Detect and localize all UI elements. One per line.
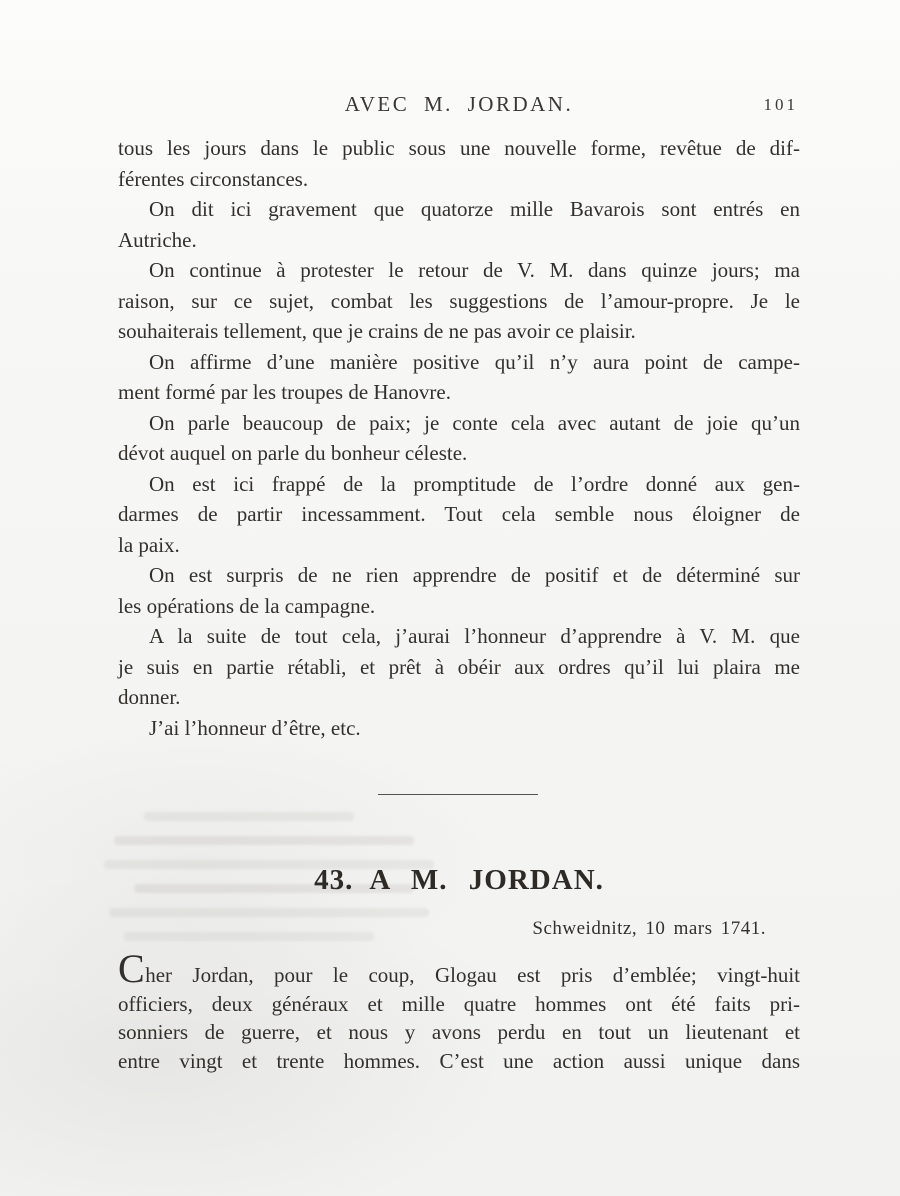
text-line: entre vingt et trente hommes. C’est une action aussi unique dans [118,1048,800,1073]
text-line: Cher Jordan, pour le coup, Glogau est pris d’emblée; vingt-huit [118,946,800,991]
text-line: On continue à protester le retour de V. M. dans quinze jours; ma [149,258,800,282]
running-header [118,92,800,120]
text-line: souhaiterais tellement, que je crains de ne pas avoir ce plaisir. [118,319,636,343]
text-line: officiers, deux généraux et mille quatre hommes ont été faits pri- [118,991,800,1016]
text-line: donner. [118,685,181,709]
text-line: Autriche. [118,227,197,252]
letter-number: 43. [314,864,354,896]
letter-title: A M. JORDAN. [369,864,604,896]
running-header-title: AVEC M. JORDAN. [344,92,574,116]
text-line: On dit ici gravement que quatorze mille Bavarois sont entrés en [149,197,800,221]
text-line: les opérations de la campagne. [118,593,376,618]
text-line: dévot auquel on parle du bonheur céleste. [118,441,468,465]
dateline: Schweidnitz, 10 mars 1741. [532,918,766,939]
text-line: On est surpris de ne rien apprendre de positif et de déterminé sur [149,563,800,587]
page-number: 101 [763,95,798,114]
text-line: la paix. [118,532,180,557]
text-line: je suis en partie rétabli, et prêt à obéir aux ordres qu’il lui plaira me [118,654,800,679]
raised-initial-capital: C [118,946,146,991]
text-line: A la suite de tout cela, j’aurai l’honneur d’apprendre à V. M. que [149,624,800,648]
text-line: darmes de partir incessamment. Tout cela semble nous éloigner de [118,502,800,526]
ghost-text-line [144,812,354,821]
letter-42-body [118,133,800,743]
section-separator-rule [378,794,538,795]
letter-43-body [118,946,800,1075]
text-line: raison, sur ce sujet, combat les suggestions de l’amour-propre. Je le [118,288,800,313]
text-line: On parle beaucoup de paix; je conte cela avec autant de joie qu’un [149,410,800,435]
text-line: ment formé par les troupes de Hanovre. [118,380,451,404]
ghost-text-line [114,836,414,845]
text-line: sonniers de guerre, et nous y avons perdu en tout un lieutenant et [118,1020,800,1044]
text-line: férentes circonstances. [118,166,309,191]
letter-heading [118,864,800,897]
ghost-text-line [109,908,429,917]
text-line: tous les jours dans le public sous une nouvelle forme, revêtue de dif- [118,136,800,160]
text-line: On affirme d’une manière positive qu’il n’y aura point de campe- [149,349,800,374]
text-line: J’ai l’honneur d’être, etc. [149,715,361,740]
text-line: On est ici frappé de la promptitude de l’ordre donné aux gen- [149,471,800,496]
